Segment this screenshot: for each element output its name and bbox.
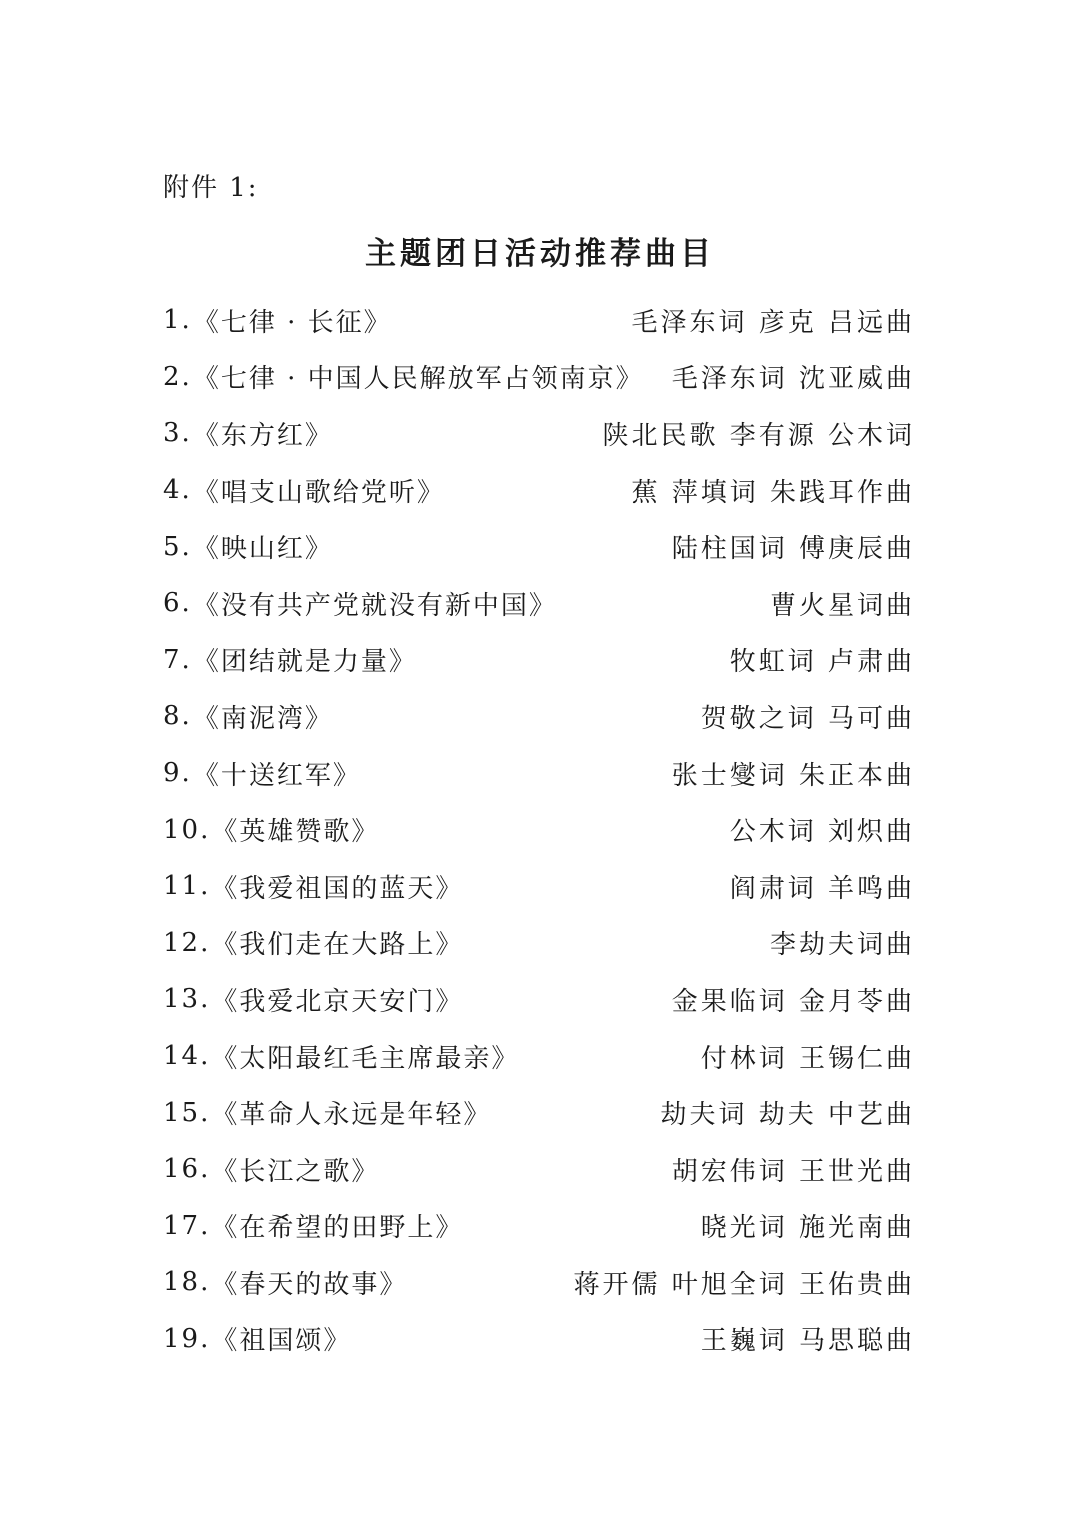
song-credit: 毛泽东词 沈亚威曲 bbox=[671, 364, 915, 395]
song-number: 6. bbox=[163, 588, 192, 619]
song-credit: 陆柱国词 傅庚辰曲 bbox=[671, 534, 915, 565]
song-title: 《我爱北京天安门》 bbox=[211, 986, 464, 1017]
list-item bbox=[163, 1198, 915, 1255]
song-credit: 曹火星词曲 bbox=[769, 590, 915, 621]
song-title: 《英雄赞歌》 bbox=[211, 817, 380, 848]
list-item bbox=[163, 632, 915, 689]
list-item bbox=[163, 292, 915, 349]
song-title: 《革命人永远是年轻》 bbox=[211, 1100, 492, 1131]
song-number: 15. bbox=[163, 1097, 211, 1128]
list-item bbox=[163, 915, 915, 972]
list-item bbox=[163, 1141, 915, 1198]
list-item bbox=[163, 858, 915, 915]
list-item bbox=[163, 688, 915, 745]
song-credit: 李劫夫词曲 bbox=[769, 930, 915, 961]
song-credit: 牧虹词 卢肃曲 bbox=[729, 647, 915, 678]
song-title: 《我们走在大路上》 bbox=[211, 930, 464, 961]
song-title: 《东方红》 bbox=[192, 420, 333, 451]
song-credit: 张士燮词 朱正本曲 bbox=[671, 760, 915, 791]
page-title: 主题团日活动推荐曲目 bbox=[365, 236, 715, 272]
song-credit: 王巍词 马思聪曲 bbox=[700, 1326, 915, 1357]
song-list bbox=[163, 292, 915, 1367]
song-number: 2. bbox=[163, 361, 192, 392]
song-title: 《在希望的田野上》 bbox=[211, 1213, 464, 1244]
list-item bbox=[163, 1028, 915, 1085]
song-number: 3. bbox=[163, 418, 192, 449]
list-item bbox=[163, 745, 915, 802]
list-item bbox=[163, 1311, 915, 1368]
song-title: 《七律 · 中国人民解放军占领南京》 bbox=[192, 364, 644, 395]
attachment-label: 附件 1: bbox=[163, 173, 259, 203]
song-credit: 劫夫词 劫夫 中艺曲 bbox=[660, 1100, 915, 1131]
song-credit: 贺敬之词 马可曲 bbox=[700, 703, 915, 734]
song-number: 12. bbox=[163, 927, 211, 958]
song-number: 4. bbox=[163, 475, 192, 506]
song-credit: 蕉 萍填词 朱践耳作曲 bbox=[631, 477, 915, 508]
song-credit: 公木词 刘炽曲 bbox=[729, 817, 915, 848]
list-item bbox=[163, 575, 915, 632]
song-credit: 阎肃词 羊鸣曲 bbox=[729, 873, 915, 904]
song-title: 《南泥湾》 bbox=[192, 703, 333, 734]
song-title: 《我爱祖国的蓝天》 bbox=[211, 873, 464, 904]
song-title: 《映山红》 bbox=[192, 534, 333, 565]
song-credit: 陕北民歌 李有源 公木词 bbox=[602, 420, 915, 451]
song-number: 13. bbox=[163, 984, 211, 1015]
song-title: 《团结就是力量》 bbox=[192, 647, 417, 678]
song-credit: 晓光词 施光南曲 bbox=[700, 1213, 915, 1244]
song-title: 《太阳最红毛主席最亲》 bbox=[211, 1043, 520, 1074]
song-title: 《唱支山歌给党听》 bbox=[192, 477, 445, 508]
list-item bbox=[163, 1084, 915, 1141]
song-number: 7. bbox=[163, 644, 192, 675]
song-number: 17. bbox=[163, 1210, 211, 1241]
list-item bbox=[163, 462, 915, 519]
song-number: 16. bbox=[163, 1154, 211, 1185]
list-item bbox=[163, 518, 915, 575]
song-number: 8. bbox=[163, 701, 192, 732]
song-number: 18. bbox=[163, 1267, 211, 1298]
song-credit: 胡宏伟词 王世光曲 bbox=[671, 1156, 915, 1187]
song-number: 10. bbox=[163, 814, 211, 845]
list-item bbox=[163, 349, 915, 406]
song-number: 11. bbox=[163, 871, 211, 902]
song-number: 5. bbox=[163, 531, 192, 562]
song-credit: 付林词 王锡仁曲 bbox=[700, 1043, 915, 1074]
song-title: 《七律 · 长征》 bbox=[192, 307, 392, 338]
song-credit: 毛泽东词 彦克 吕远曲 bbox=[631, 307, 915, 338]
song-number: 9. bbox=[163, 758, 192, 789]
song-number: 1. bbox=[163, 305, 192, 336]
song-number: 19. bbox=[163, 1323, 211, 1354]
song-number: 14. bbox=[163, 1041, 211, 1072]
song-title: 《祖国颂》 bbox=[211, 1326, 352, 1357]
song-title: 《长江之歌》 bbox=[211, 1156, 380, 1187]
list-item bbox=[163, 801, 915, 858]
song-credit: 蒋开儒 叶旭全词 王佑贵曲 bbox=[573, 1269, 915, 1300]
song-title: 《没有共产党就没有新中国》 bbox=[192, 590, 557, 621]
list-item bbox=[163, 971, 915, 1028]
list-item bbox=[163, 1254, 915, 1311]
list-item bbox=[163, 405, 915, 462]
song-title: 《十送红军》 bbox=[192, 760, 361, 791]
song-title: 《春天的故事》 bbox=[211, 1269, 408, 1300]
song-credit: 金果临词 金月苓曲 bbox=[671, 986, 915, 1017]
